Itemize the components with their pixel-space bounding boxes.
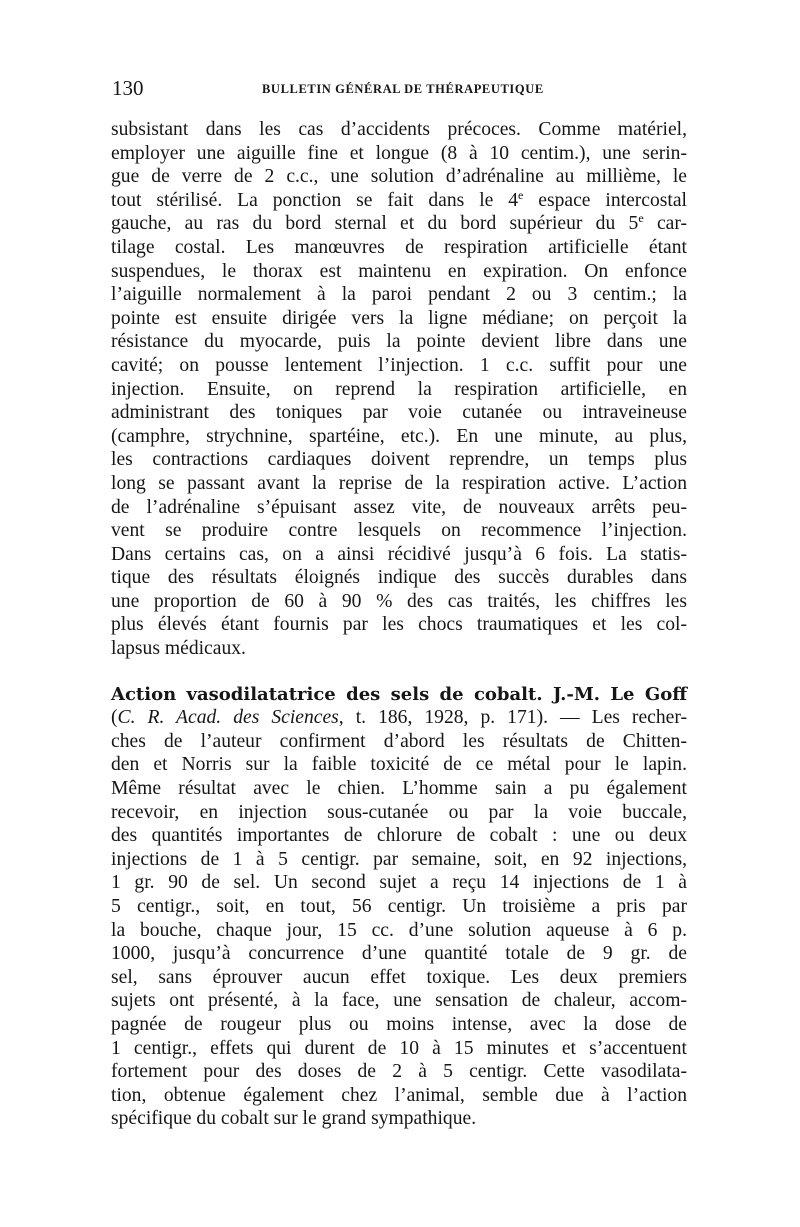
superscript: e: [638, 211, 644, 226]
text-line: spécifique du cobalt sur le grand sympathique.: [111, 1108, 477, 1130]
text-line: plus élevés étant fournis par les chocs traumatiques et les col-: [111, 614, 687, 636]
citation-open: (: [111, 707, 118, 729]
text-line: pagnée de rougeur plus ou moins intense, avec la dose de: [111, 1013, 687, 1035]
text-line: pointe est ensuite dirigée vers la ligne médiane; on perçoit la: [111, 307, 687, 329]
citation-details: , t. 186, 1928, p. 171). — Les recher-: [338, 707, 687, 729]
text-line: sujets ont présenté, à la face, une sensation de chaleur, accom-: [111, 990, 687, 1012]
text-line: suspendues, le thorax est maintenu en expiration. On enfonce: [111, 260, 687, 282]
text-line: la bouche, chaque jour, 15 cc. d’une solution aqueuse à 6 p.: [111, 919, 687, 941]
article-title: Action vasodilatatrice des sels de cobalt.: [111, 683, 543, 705]
text-line: 1 centigr., effets qui durent de 10 à 15 minutes et s’accentuent: [111, 1037, 687, 1059]
page-number: 130: [112, 76, 144, 100]
text-line: [111, 683, 687, 707]
text-line: administrant des toniques par voie cutanée ou intraveineuse: [111, 402, 687, 424]
text-line: recevoir, en injection sous-cutanée ou par la voie buccale,: [111, 801, 687, 823]
text-segment: tout stérilisé. La ponction se fait dans le 4: [111, 189, 519, 211]
text-line: tique des résultats éloignés indique des succès durables dans: [111, 567, 687, 589]
text-line: subsistant dans les cas d’accidents précoces. Comme matériel,: [111, 119, 687, 140]
text-line: cavité; on pousse lentement l’injection. 1 c.c. suffit pour une: [111, 354, 687, 376]
text-line: gue de verre de 2 c.c., une solution d’adrénaline au millième, le: [111, 166, 687, 188]
text-line: une proportion de 60 à 90 % des cas traités, les chiffres les: [111, 590, 687, 612]
text-line: Dans certains cas, on a ainsi récidivé jusqu’à 6 fois. La statis-: [111, 543, 687, 565]
text-line: injections de 1 à 5 centigr. par semaine, soit, en 92 injections,: [111, 848, 687, 870]
text-line: ches de l’auteur confirment d’abord les résultats de Chitten-: [111, 730, 687, 752]
text-line: les contractions cardiaques doivent reprendre, un temps plus: [111, 449, 687, 471]
text-segment: gauche, au ras du bord sternal et du bord supérieur du 5: [111, 213, 639, 235]
text-line: (camphre, strychnine, spartéine, etc.). En une minute, au plus,: [111, 425, 687, 447]
text-line: tion, obtenue également chez l’animal, semble due à l’action: [111, 1084, 687, 1106]
superscript: e: [518, 187, 524, 202]
text-line: sel, sans éprouver aucun effet toxique. Les deux premiers: [111, 966, 687, 988]
running-head: [112, 76, 687, 100]
text-line: Même résultat avec le chien. L’homme sain a pu également: [111, 778, 687, 800]
text-line: den et Norris sur la faible toxicité de ce métal pour le lapin.: [111, 754, 687, 776]
text-line: fortement pour des doses de 2 à 5 centigr. Cette vasodilata-: [111, 1061, 687, 1083]
text-segment: espace intercostal: [523, 189, 687, 211]
text-line: [111, 706, 687, 730]
text-line: lapsus médicaux.: [111, 638, 246, 660]
text-line: de l’adrénaline s’épuisant assez vite, de nouveaux arrêts peu-: [111, 496, 687, 518]
abstract-paragraph: [111, 683, 687, 1131]
text-line: 1000, jusqu’à concurrence d’une quantité totale de 9 gr. de: [111, 943, 687, 965]
text-line: employer une aiguille fine et longue (8 à 10 centim.), une serin-: [111, 142, 687, 164]
citation-journal: C. R. Acad. des Sciences: [117, 707, 339, 729]
text-line: [111, 189, 687, 213]
text-line: long se passant avant la reprise de la respiration active. L’action: [111, 472, 687, 494]
text-line: tilage costal. Les manœuvres de respiration artificielle étant: [111, 236, 687, 258]
text-line: 5 centigr., soit, en tout, 56 centigr. Un troisième a pris par: [111, 896, 687, 917]
journal-title: BULLETIN GÉNÉRAL DE THÉRAPEUTIQUE: [262, 82, 544, 96]
text-line: l’aiguille normalement à la paroi pendant 2 ou 3 centim.; la: [111, 284, 687, 306]
paragraph-gap: [111, 661, 687, 683]
body-text: [111, 118, 687, 1131]
article-authors: J.-M. Le Goff: [542, 683, 688, 705]
text-segment: car-: [643, 213, 687, 235]
text-line: vent se produire contre lesquels on recommence l’injection.: [111, 520, 687, 542]
text-line: résistance du myocarde, puis la pointe devient libre dans une: [111, 331, 687, 353]
text-line: [111, 212, 687, 236]
text-line: injection. Ensuite, on reprend la respiration artificielle, en: [111, 378, 687, 400]
paragraph-continued: [111, 118, 687, 661]
text-line: des quantités importantes de chlorure de cobalt : une ou deux: [111, 825, 687, 847]
text-line: 1 gr. 90 de sel. Un second sujet a reçu 14 injections de 1 à: [111, 872, 687, 894]
